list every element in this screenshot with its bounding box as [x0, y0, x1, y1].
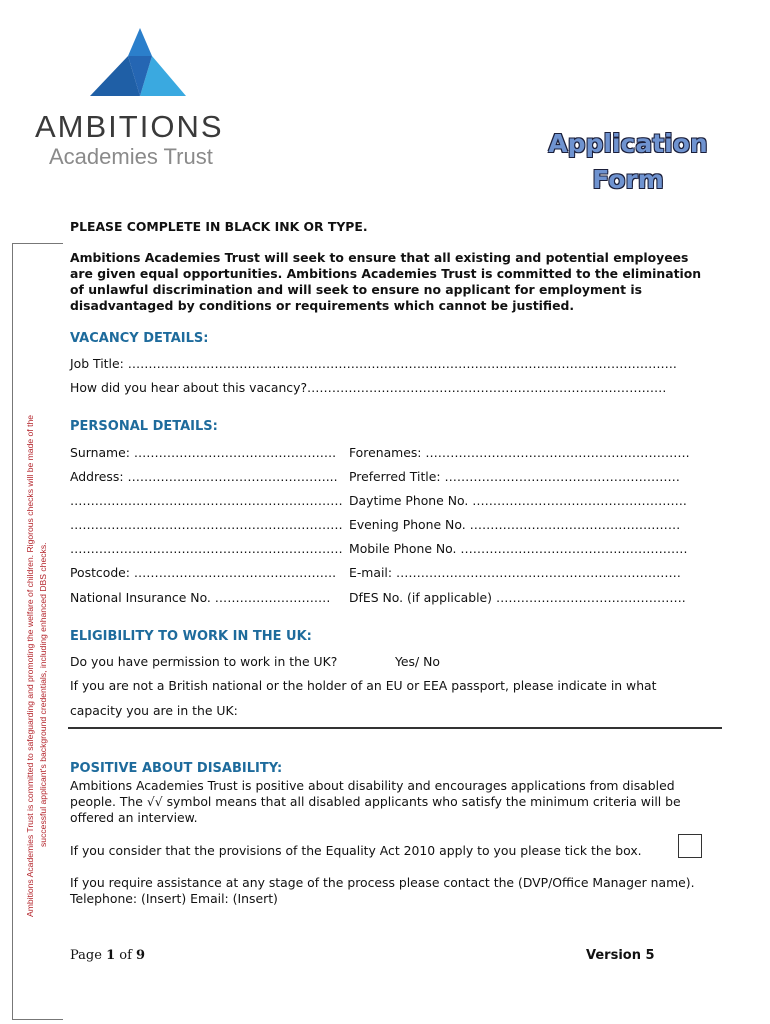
- national-insurance-field[interactable]: National Insurance No. ……………………….: [70, 590, 331, 605]
- personal-heading: PERSONAL DETAILS:: [70, 419, 218, 434]
- equality-act-checkbox[interactable]: [678, 834, 702, 858]
- logo-name-line1: AMBITIONS: [35, 109, 224, 144]
- address-line-field[interactable]: …………………………………………………………: [70, 517, 343, 532]
- forenames-field[interactable]: Forenames: ……………………………………………………….: [349, 445, 690, 460]
- job-title-field[interactable]: Job Title: …………………………………………………………………………………………………………………….: [70, 356, 677, 371]
- page-total: 9: [136, 948, 146, 963]
- equal-opps-line: disadvantaged by conditions or requirements which cannot be justified.: [70, 298, 575, 313]
- safeguarding-line1: Ambitions Academies Trust is committed to safeguarding and promoting the welfare of children. Rigorous checks will be made of the: [25, 414, 35, 917]
- daytime-phone-field[interactable]: Daytime Phone No. …………………………………………….: [349, 493, 687, 508]
- dfes-number-field[interactable]: DfES No. (if applicable) ……………………………………….: [349, 590, 686, 605]
- evening-phone-field[interactable]: Evening Phone No. ……………………………………………: [349, 517, 681, 532]
- page-of: of: [115, 948, 137, 963]
- page-prefix: Page: [70, 948, 107, 963]
- address-line-field[interactable]: …………………………………………………………: [70, 541, 343, 556]
- equality-act-tick-label: If you consider that the provisions of the Equality Act 2010 apply to you please tick the box.: [70, 843, 642, 858]
- eligibility-heading: ELIGIBILITY TO WORK IN THE UK:: [70, 629, 312, 644]
- section-divider: [68, 727, 722, 729]
- disability-statement: [70, 778, 750, 826]
- assistance-line: Telephone: (Insert) Email: (Insert): [70, 891, 278, 906]
- form-title-line2: Form: [592, 165, 664, 194]
- logo-wordmark: [35, 110, 245, 170]
- eligibility-note-line1: If you are not a British national or the holder of an EU or EEA passport, please indicate in what: [70, 678, 657, 693]
- page-current: 1: [106, 948, 116, 963]
- surname-field[interactable]: Surname: ………………………………………….: [70, 445, 337, 460]
- disability-heading: POSITIVE ABOUT DISABILITY:: [70, 761, 283, 776]
- preferred-title-field[interactable]: Preferred Title: …………………………………………………: [349, 469, 680, 484]
- address-line-field[interactable]: …………………………………………………………: [70, 493, 343, 508]
- equal-opps-line: Ambitions Academies Trust will seek to ensure that all existing and potential employees: [70, 250, 689, 265]
- work-permission-question: Do you have permission to work in the UK?: [70, 654, 338, 669]
- equal-opps-line: are given equal opportunities. Ambitions Academies Trust is committed to the elimination: [70, 266, 702, 281]
- ink-instruction: PLEASE COMPLETE IN BLACK INK OR TYPE.: [70, 219, 368, 234]
- form-title: [528, 126, 728, 198]
- address-field[interactable]: Address: …………………………………………...: [70, 469, 338, 484]
- form-title-line1: Application: [548, 129, 708, 158]
- safeguarding-notice: [24, 415, 50, 917]
- mobile-phone-field[interactable]: Mobile Phone No. ……………………………………………….: [349, 541, 688, 556]
- eligibility-note-line2: capacity you are in the UK:: [70, 703, 238, 718]
- logo-triangle-top: [128, 28, 152, 56]
- logo-name-line2: Academies Trust: [49, 144, 213, 169]
- disability-line: Ambitions Academies Trust is positive about disability and encourages applications from disabled: [70, 778, 675, 793]
- vacancy-source-field[interactable]: How did you hear about this vacancy?……………………………………………………………………………: [70, 380, 667, 395]
- safeguarding-line2: successful applicant's background credentials, including enhanced DBS checks.: [38, 542, 48, 847]
- ambitions-logo-mark: [88, 28, 188, 98]
- disability-line: offered an interview.: [70, 810, 198, 825]
- version-label: Version 5: [586, 948, 655, 963]
- page-number: [70, 948, 145, 963]
- email-field[interactable]: E-mail: ……………………………………………………………: [349, 565, 681, 580]
- postcode-field[interactable]: Postcode: ………………………………………….: [70, 565, 337, 580]
- disability-line: people. The √√ symbol means that all disabled applicants who satisfy the minimum criteria will be: [70, 794, 681, 809]
- equal-opps-line: of unlawful discrimination and will seek to ensure no applicant for employment is: [70, 282, 642, 297]
- work-permission-answer[interactable]: Yes/ No: [395, 654, 440, 669]
- assistance-line: If you require assistance at any stage of the process please contact the (DVP/Office Manager name).: [70, 875, 695, 890]
- assistance-contact: [70, 875, 695, 907]
- equal-opportunities-statement: [70, 250, 750, 314]
- vacancy-heading: VACANCY DETAILS:: [70, 331, 209, 346]
